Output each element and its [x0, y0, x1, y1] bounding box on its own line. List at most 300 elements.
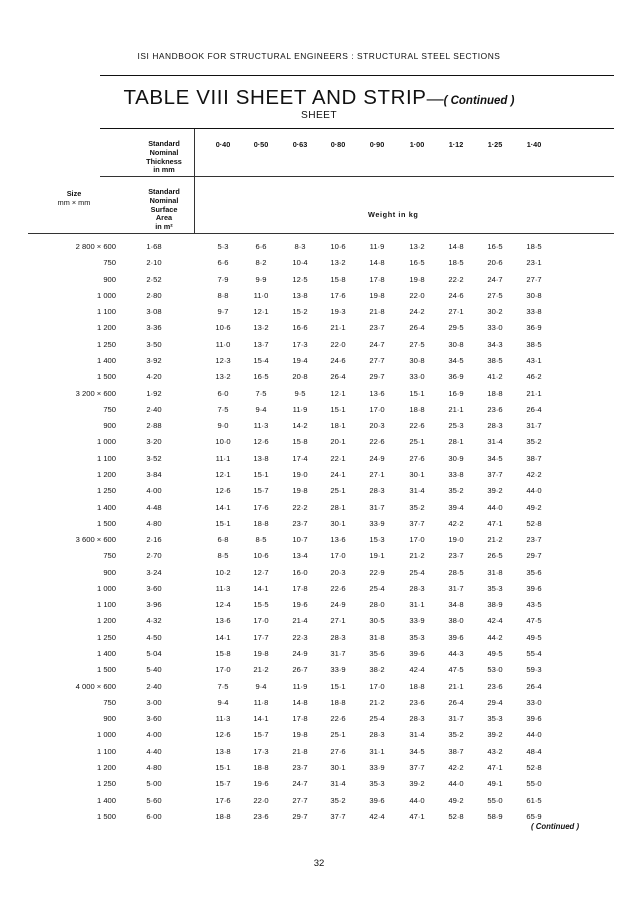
row-weight: 35·3: [487, 714, 503, 724]
row-weight: 8·5: [217, 551, 229, 561]
row-weight: 55·0: [526, 779, 542, 789]
row-weight: 23·6: [487, 681, 503, 691]
area-header-line: Area: [155, 213, 173, 223]
row-weight: 9·5: [294, 388, 306, 398]
row-weight: 9·9: [255, 274, 267, 284]
row-weight: 34·3: [487, 339, 503, 349]
row-weight: 23·6: [409, 697, 425, 707]
row-weight: 38·7: [448, 746, 464, 756]
row-weight: 33·9: [369, 518, 385, 528]
row-weight: 23·7: [369, 323, 385, 333]
row-weight: 27·7: [369, 356, 385, 365]
row-weight: 8·8: [217, 290, 229, 300]
row-weight: 22·3: [292, 632, 308, 642]
row-weight: 34·5: [487, 453, 503, 463]
thickness-value: 0·63: [292, 140, 308, 149]
row-weight: 43·1: [526, 356, 542, 365]
row-weight: 22·9: [369, 567, 385, 577]
row-weight: 26·5: [487, 551, 503, 561]
row-weight: 25·4: [369, 583, 385, 593]
row-weight: 30·5: [369, 616, 385, 626]
row-weight: 26·4: [448, 697, 464, 707]
row-weight: 12·5: [292, 274, 308, 284]
table-subtitle: SHEET: [301, 110, 337, 121]
running-head: ISI HANDBOOK FOR STRUCTURAL ENGINEERS : STRUCTURAL STEEL SECTIONS: [137, 51, 501, 61]
row-weight: 35·6: [369, 649, 385, 658]
row-weight: 36·9: [526, 323, 542, 333]
row-weight: 18·8: [409, 681, 425, 691]
row-size: 3 600 × 600: [75, 535, 116, 544]
row-size: 750: [103, 551, 116, 561]
row-weight: 20·1: [330, 437, 346, 447]
row-weight: 38·0: [448, 616, 464, 626]
row-weight: 14·2: [292, 421, 308, 431]
row-size: 1 100: [96, 453, 116, 463]
row-weight: 20·3: [369, 421, 385, 431]
row-weight: 19·8: [292, 486, 308, 496]
row-weight: 15·1: [330, 404, 346, 414]
row-weight: 5·3: [217, 242, 229, 251]
row-weight: 34·5: [448, 356, 464, 365]
row-weight: 10·6: [253, 551, 269, 561]
row-weight: 19·8: [409, 274, 425, 284]
row-weight: 22·6: [330, 714, 346, 724]
row-weight: 28·3: [487, 421, 503, 431]
row-weight: 37·7: [330, 811, 346, 821]
row-weight: 8·5: [255, 535, 267, 544]
row-weight: 12·6: [215, 486, 231, 496]
row-weight: 42·4: [487, 616, 503, 626]
row-area: 4·00: [146, 486, 162, 496]
row-area: 4·50: [146, 632, 162, 642]
row-area: 3·60: [146, 714, 162, 724]
thickness-value: 1·12: [448, 140, 464, 149]
row-weight: 49·5: [487, 649, 503, 658]
row-weight: 10·0: [215, 437, 231, 447]
row-weight: 30·8: [526, 290, 542, 300]
row-area: 3·60: [146, 583, 162, 593]
row-area: 2·88: [146, 421, 162, 431]
row-weight: 6·6: [217, 258, 229, 268]
row-area: 4·80: [146, 763, 162, 772]
row-weight: 30·1: [409, 469, 425, 479]
row-weight: 22·6: [330, 583, 346, 593]
row-weight: 35·3: [409, 632, 425, 642]
row-size: 1 200: [96, 469, 116, 479]
row-weight: 11·8: [253, 697, 269, 707]
row-weight: 31·4: [330, 779, 346, 789]
row-area: 2·40: [146, 681, 162, 691]
row-weight: 22·6: [369, 437, 385, 447]
row-weight: 44·0: [526, 730, 542, 740]
table-top-rule: [100, 128, 614, 129]
table-title-main: TABLE VIII SHEET AND STRIP: [123, 86, 427, 109]
row-area: 5·00: [146, 779, 162, 789]
row-weight: 42·4: [409, 665, 425, 675]
row-weight: 48·4: [526, 746, 542, 756]
table-title-continued: ( Continued ): [443, 95, 515, 107]
row-weight: 49·5: [526, 632, 542, 642]
row-weight: 12·3: [215, 356, 231, 365]
row-weight: 49·2: [448, 795, 464, 805]
row-weight: 58·9: [487, 811, 503, 821]
row-weight: 15·5: [253, 600, 269, 610]
row-area: 2·52: [146, 274, 162, 284]
row-weight: 12·4: [215, 600, 231, 610]
row-weight: 27·6: [330, 746, 346, 756]
row-weight: 8·3: [294, 242, 306, 251]
row-weight: 27·7: [292, 795, 308, 805]
row-weight: 9·0: [217, 421, 229, 431]
row-size: 1 500: [96, 518, 116, 528]
row-area: 4·48: [146, 502, 162, 512]
row-area: 4·32: [146, 616, 162, 626]
row-weight: 14·1: [253, 583, 269, 593]
row-size: 1 100: [96, 600, 116, 610]
row-size: 900: [103, 274, 116, 284]
row-weight: 25·1: [409, 437, 425, 447]
row-weight: 19·4: [292, 356, 308, 365]
row-weight: 28·0: [369, 600, 385, 610]
row-weight: 35·2: [409, 502, 425, 512]
row-weight: 44·3: [448, 649, 464, 658]
row-weight: 30·8: [409, 356, 425, 365]
row-weight: 19·1: [369, 551, 385, 561]
row-size: 1 250: [96, 779, 116, 789]
table-title-dash: —: [426, 89, 444, 108]
row-weight: 13·6: [369, 388, 385, 398]
row-weight: 39·6: [409, 649, 425, 658]
row-size: 900: [103, 714, 116, 724]
row-weight: 28·3: [409, 583, 425, 593]
table-title: [0, 86, 638, 110]
row-weight: 39·6: [448, 632, 464, 642]
size-header-line: mm × mm: [57, 198, 91, 207]
row-size: 2 800 × 600: [75, 242, 116, 251]
row-weight: 15·1: [409, 388, 425, 398]
row-weight: 52·8: [526, 518, 542, 528]
row-weight: 27·1: [448, 307, 464, 317]
row-weight: 47·1: [487, 763, 503, 772]
row-weight: 14·8: [292, 697, 308, 707]
row-weight: 36·9: [448, 372, 464, 382]
row-weight: 65·9: [526, 811, 542, 821]
row-size: 1 200: [96, 763, 116, 772]
row-weight: 28·1: [330, 502, 346, 512]
row-weight: 29·7: [292, 811, 308, 821]
row-weight: 24·7: [292, 779, 308, 789]
row-weight: 18·8: [215, 811, 231, 821]
continued-note: ( Continued ): [531, 822, 580, 831]
row-weight: 35·2: [526, 437, 542, 447]
row-area: 1·92: [146, 388, 162, 398]
row-weight: 22·1: [330, 453, 346, 463]
row-weight: 23·7: [526, 535, 542, 544]
row-weight: 24·9: [369, 453, 385, 463]
row-weight: 42·2: [448, 518, 464, 528]
row-weight: 15·1: [215, 518, 231, 528]
row-weight: 29·7: [369, 372, 385, 382]
row-weight: 30·8: [448, 339, 464, 349]
thickness-value: 0·40: [215, 140, 231, 149]
row-weight: 15·7: [253, 486, 269, 496]
row-area: 4·40: [146, 746, 162, 756]
row-weight: 44·2: [487, 632, 503, 642]
row-weight: 7·9: [217, 274, 229, 284]
row-size: 1 400: [96, 649, 116, 658]
row-weight: 35·3: [487, 583, 503, 593]
row-weight: 15·3: [369, 535, 385, 544]
row-weight: 28·3: [409, 714, 425, 724]
row-weight: 21·4: [292, 616, 308, 626]
thickness-header-line: Standard: [148, 139, 180, 148]
row-weight: 21·8: [369, 307, 385, 317]
row-weight: 13·6: [330, 535, 346, 544]
row-weight: 11·0: [253, 290, 269, 300]
row-weight: 21·8: [292, 746, 308, 756]
row-weight: 34·8: [448, 600, 464, 610]
row-weight: 17·8: [292, 714, 308, 724]
row-weight: 27·7: [526, 274, 542, 284]
row-weight: 31·7: [369, 502, 385, 512]
row-weight: 22·2: [448, 274, 464, 284]
row-size: 1 500: [96, 665, 116, 675]
row-weight: 21·1: [330, 323, 346, 333]
row-size: 900: [103, 567, 116, 577]
thickness-value: 1·40: [526, 140, 542, 149]
row-area: 3·96: [146, 600, 162, 610]
row-area: 5·40: [146, 665, 162, 675]
row-weight: 19·0: [292, 469, 308, 479]
row-weight: 23·7: [448, 551, 464, 561]
row-weight: 28·5: [448, 567, 464, 577]
row-weight: 39·6: [369, 795, 385, 805]
header-column-divider: [194, 129, 195, 234]
row-weight: 18·5: [526, 242, 542, 251]
row-weight: 13·7: [253, 339, 269, 349]
row-weight: 9·4: [217, 697, 229, 707]
row-weight: 18·1: [330, 421, 346, 431]
row-weight: 25·1: [330, 730, 346, 740]
row-weight: 21·1: [448, 404, 464, 414]
row-weight: 11·9: [292, 404, 308, 414]
row-weight: 31·4: [409, 730, 425, 740]
row-area: 3·52: [146, 453, 162, 463]
row-weight: 31·4: [487, 437, 503, 447]
row-weight: 11·3: [215, 714, 231, 724]
thickness-header-rule: [100, 176, 614, 177]
row-weight: 52·8: [448, 811, 464, 821]
row-weight: 47·5: [526, 616, 542, 626]
row-weight: 55·0: [487, 795, 503, 805]
row-weight: 30·9: [448, 453, 464, 463]
row-weight: 16·9: [448, 388, 464, 398]
row-weight: 17·0: [253, 616, 269, 626]
row-weight: 20·8: [292, 372, 308, 382]
row-weight: 42·4: [369, 811, 385, 821]
row-weight: 34·5: [409, 746, 425, 756]
row-weight: 7·5: [217, 404, 229, 414]
row-weight: 19·6: [292, 600, 308, 610]
row-weight: 11·3: [215, 583, 231, 593]
row-weight: 14·1: [253, 714, 269, 724]
row-weight: 28·3: [369, 730, 385, 740]
row-weight: 10·2: [215, 567, 231, 577]
row-weight: 44·0: [487, 502, 503, 512]
row-size: 1 500: [96, 372, 116, 382]
row-weight: 16·5: [487, 242, 503, 251]
row-weight: 31·7: [448, 583, 464, 593]
row-area: 3·08: [146, 307, 162, 317]
row-area: 2·10: [146, 258, 162, 268]
row-weight: 18·8: [330, 697, 346, 707]
row-weight: 31·7: [330, 649, 346, 658]
row-weight: 15·4: [253, 356, 269, 365]
row-weight: 13·8: [253, 453, 269, 463]
row-area: 3·92: [146, 356, 162, 365]
row-weight: 31·8: [487, 567, 503, 577]
row-weight: 33·9: [409, 616, 425, 626]
row-weight: 13·2: [330, 258, 346, 268]
row-weight: 61·5: [526, 795, 542, 805]
row-weight: 15·1: [253, 469, 269, 479]
row-weight: 12·7: [253, 567, 269, 577]
row-weight: 18·8: [409, 404, 425, 414]
row-weight: 33·0: [487, 323, 503, 333]
row-size: 750: [103, 404, 116, 414]
area-header-line: in m²: [155, 222, 173, 232]
row-weight: 38·7: [526, 453, 542, 463]
thickness-value: 1·25: [487, 140, 503, 149]
row-weight: 18·5: [448, 258, 464, 268]
row-weight: 38·2: [369, 665, 385, 675]
row-weight: 21·2: [253, 665, 269, 675]
row-size: 1 400: [96, 502, 116, 512]
row-weight: 52·8: [526, 763, 542, 772]
row-weight: 25·4: [409, 567, 425, 577]
row-weight: 26·4: [526, 681, 542, 691]
row-weight: 10·6: [215, 323, 231, 333]
row-weight: 33·0: [409, 372, 425, 382]
row-weight: 33·9: [369, 763, 385, 772]
area-header-line: Nominal: [149, 195, 179, 205]
row-size: 1 200: [96, 616, 116, 626]
row-weight: 12·6: [215, 730, 231, 740]
row-weight: 24·7: [487, 274, 503, 284]
row-weight: 19·8: [253, 649, 269, 658]
row-weight: 31·1: [369, 746, 385, 756]
row-weight: 24·7: [369, 339, 385, 349]
row-weight: 47·5: [448, 665, 464, 675]
row-weight: 9·7: [217, 307, 229, 317]
row-weight: 6·8: [217, 535, 229, 544]
row-weight: 31·7: [448, 714, 464, 724]
row-weight: 38·5: [526, 339, 542, 349]
row-weight: 39·4: [448, 502, 464, 512]
row-weight: 22·0: [409, 290, 425, 300]
row-weight: 33·8: [448, 469, 464, 479]
row-size: 750: [103, 697, 116, 707]
row-size: 1 000: [96, 290, 116, 300]
row-area: 4·80: [146, 518, 162, 528]
row-weight: 39·6: [526, 583, 542, 593]
row-weight: 14·8: [448, 242, 464, 251]
row-weight: 15·8: [330, 274, 346, 284]
row-weight: 25·4: [369, 714, 385, 724]
row-weight: 16·0: [292, 567, 308, 577]
row-area: 5·60: [146, 795, 162, 805]
row-weight: 33·0: [526, 697, 542, 707]
row-weight: 18·8: [487, 388, 503, 398]
row-weight: 15·1: [215, 763, 231, 772]
row-area: 5·04: [146, 649, 162, 658]
row-weight: 31·8: [369, 632, 385, 642]
row-weight: 37·7: [487, 469, 503, 479]
row-weight: 14·1: [215, 502, 231, 512]
row-weight: 14·8: [369, 258, 385, 268]
row-weight: 15·7: [253, 730, 269, 740]
row-weight: 19·3: [330, 307, 346, 317]
row-weight: 13·2: [215, 372, 231, 382]
row-size: 1 250: [96, 486, 116, 496]
row-area: 3·24: [146, 567, 162, 577]
row-weight: 10·4: [292, 258, 308, 268]
row-weight: 31·4: [409, 486, 425, 496]
row-weight: 15·1: [330, 681, 346, 691]
row-weight: 6·6: [255, 242, 267, 251]
row-weight: 27·5: [409, 339, 425, 349]
row-weight: 35·2: [330, 795, 346, 805]
row-weight: 7·5: [255, 388, 267, 398]
row-weight: 23·7: [292, 763, 308, 772]
row-weight: 22·0: [330, 339, 346, 349]
row-weight: 22·2: [292, 502, 308, 512]
row-weight: 18·8: [253, 763, 269, 772]
row-size: 1 000: [96, 437, 116, 447]
row-weight: 19·6: [253, 779, 269, 789]
row-weight: 12·1: [253, 307, 269, 317]
row-weight: 11·3: [253, 421, 269, 431]
row-weight: 27·1: [330, 616, 346, 626]
row-weight: 9·4: [255, 681, 267, 691]
row-weight: 10·7: [292, 535, 308, 544]
row-size: 1 250: [96, 339, 116, 349]
row-weight: 16·6: [292, 323, 308, 333]
row-weight: 25·1: [330, 486, 346, 496]
row-weight: 10·6: [330, 242, 346, 251]
row-weight: 18·8: [253, 518, 269, 528]
size-header-line: Size: [66, 189, 82, 198]
row-weight: 13·8: [292, 290, 308, 300]
row-size: 1 250: [96, 632, 116, 642]
top-rule: [100, 75, 614, 76]
row-weight: 23·7: [292, 518, 308, 528]
row-weight: 24·9: [292, 649, 308, 658]
row-weight: 33·8: [526, 307, 542, 317]
row-weight: 43·5: [526, 600, 542, 610]
row-weight: 17·3: [253, 746, 269, 756]
row-weight: 27·5: [487, 290, 503, 300]
thickness-value: 0·80: [330, 140, 346, 149]
page-number: 32: [313, 858, 325, 869]
row-weight: 42·2: [448, 763, 464, 772]
row-weight: 17·6: [253, 502, 269, 512]
row-area: 3·36: [146, 323, 162, 333]
row-weight: 21·1: [526, 388, 542, 398]
row-weight: 29·4: [487, 697, 503, 707]
row-weight: 42·2: [526, 469, 542, 479]
row-size: 4 000 × 600: [75, 681, 116, 691]
